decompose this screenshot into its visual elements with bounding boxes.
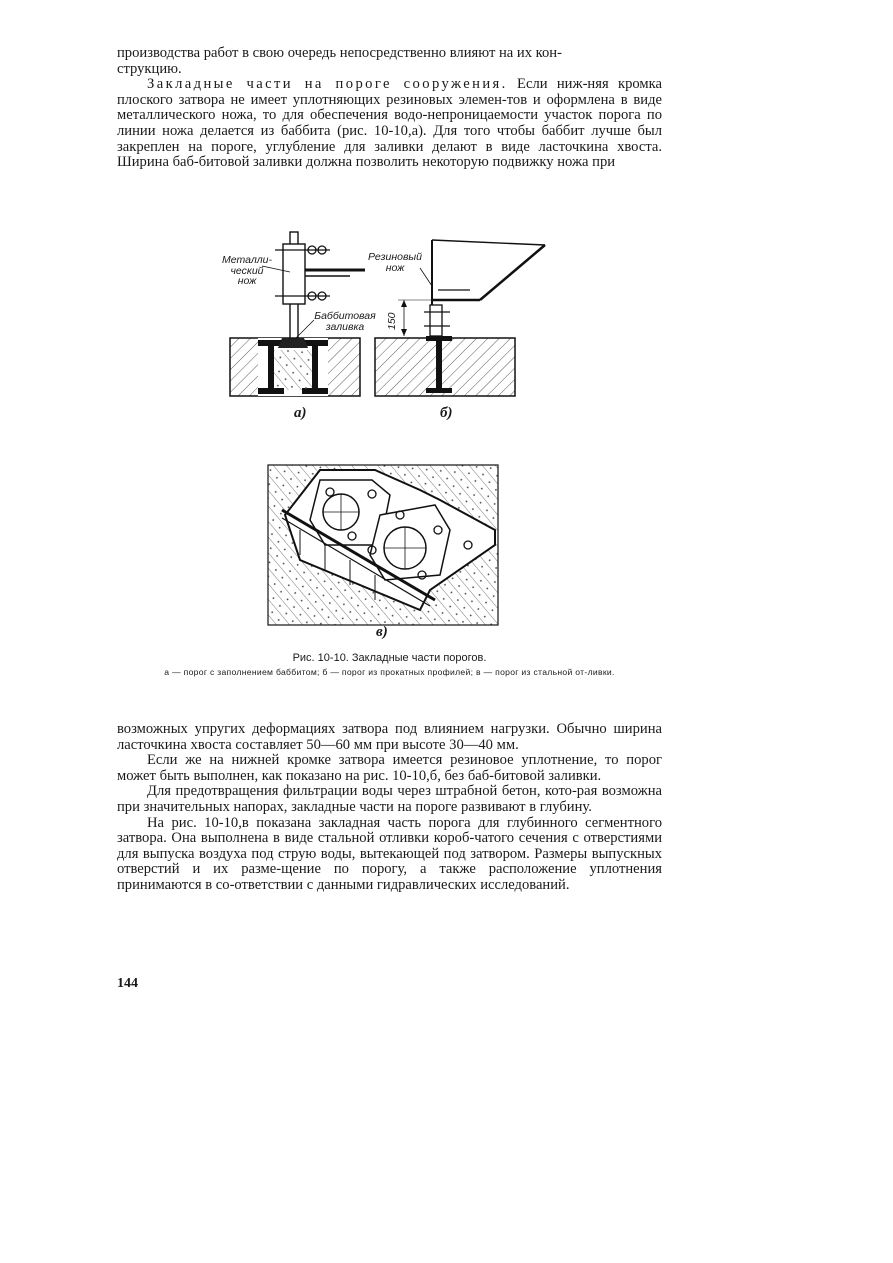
- callout-rubber-knife: Резиновый нож: [368, 251, 422, 274]
- paragraph-rubber-seal: Если же на нижней кромке затвора имеется резиновое уплотнение, то порог может быть выполнен, как показано на рис. 10-10,б, без баб-битовой заливки.: [117, 752, 662, 784]
- paragraph-deformation: возможных упругих деформациях затвора под влиянием нагрузки. Обычно ширина ласточкина хвоста составляет 50—60 мм при высоте 30—40 мм.: [117, 721, 662, 753]
- dimension-label: 150: [385, 312, 398, 331]
- figure-a-label: а): [294, 405, 307, 421]
- paragraph-intro: производства работ в свою очередь непосредственно влияют на их кон- струкцию.: [117, 45, 562, 77]
- paragraph-filtration: Для предотвращения фильтрации воды через штрабной бетон, кото-рая возможна при значительных напорах, закладные части на пороге развивают в глубину.: [117, 783, 662, 815]
- section-heading: Закладные части на пороге сооружения.: [147, 76, 508, 93]
- figure-b-label: б): [440, 405, 453, 421]
- paragraph-casting: На рис. 10-10,в показана закладная часть порога для глубинного сегментного затвора. Она выполнена в виде стальной отливки короб-чатого сечения с отверстиями для выпуска воздуха под струю воды, вытекающей под затвором. Размеры выпускных отверстий и их разме-щение по порогу, а также расположение уплотнения принимаются в со-ответствии с данными гидравлических исследований.: [117, 814, 662, 893]
- figure-caption-legend: а — порог с заполнением баббитом; б — порог из прокатных профилей; в — порог из стальной от-ливки.: [164, 667, 615, 677]
- paragraph-threshold-body: Если ниж-няя кромка плоского затвора не имеет уплотняющих резиновых элемен-тов и оформлена в виде металлического ножа, то для обеспечения водо-непроницаемости участок порога по линии ножа делается из баббита (рис. 10-10,а). Для того чтобы баббит лучше был закреплен на пороге, углубление для заливки делают в виде ласточкина хвоста. Ширина баб-битовой заливки должна позволить некоторую подвижку ножа при: [117, 76, 663, 171]
- bottom-text-block: [117, 722, 662, 894]
- figure-c-casting: [268, 465, 498, 625]
- page-number: 144: [117, 976, 138, 991]
- callout-babbitt: Баббитовая заливка: [314, 310, 376, 333]
- figure-caption-title: Рис. 10-10. Закладные части порогов.: [292, 652, 487, 664]
- figure-c-label: в): [376, 624, 388, 640]
- callout-metal-knife: Металли-ческий нож: [222, 254, 272, 287]
